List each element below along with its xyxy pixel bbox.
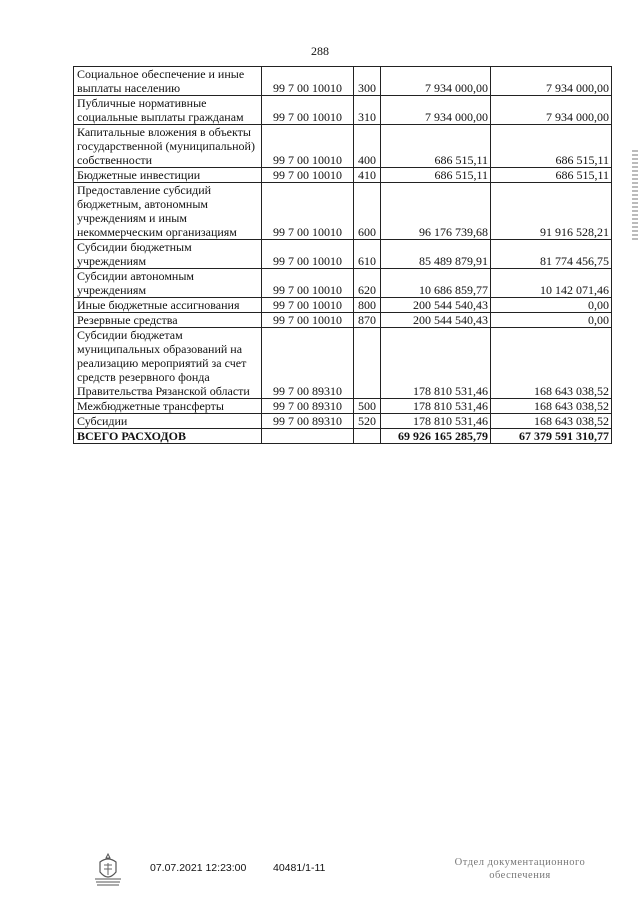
- table-row: [74, 168, 612, 183]
- row-name: Предоставление субсидий бюджетным, автономным учреждениям и иным некоммерческим организациям: [74, 183, 262, 240]
- row-sum-year2: 686 515,11: [491, 125, 612, 168]
- row-expense-type: 500: [354, 399, 381, 414]
- row-sum-year1: 85 489 879,91: [381, 240, 491, 269]
- footer-doc-number: 40481/1-11: [273, 862, 326, 874]
- row-code: 99 7 00 10010: [262, 96, 354, 125]
- row-sum-year1: 178 810 531,46: [381, 399, 491, 414]
- row-name: Публичные нормативные социальные выплаты гражданам: [74, 96, 262, 125]
- row-expense-type: 870: [354, 313, 381, 328]
- row-expense-type: 620: [354, 269, 381, 298]
- table-row: [74, 240, 612, 269]
- row-expense-type: 400: [354, 125, 381, 168]
- row-expense-type: 610: [354, 240, 381, 269]
- row-expense-type: 410: [354, 168, 381, 183]
- total-expense-type: [354, 429, 381, 444]
- row-sum-year1: 200 544 540,43: [381, 313, 491, 328]
- row-name: Субсидии бюджетам муниципальных образований на реализацию мероприятий за счет средств резервного фонда Правительства Рязанской области: [74, 328, 262, 399]
- table-row: [74, 298, 612, 313]
- row-expense-type: 800: [354, 298, 381, 313]
- row-sum-year2: 168 643 038,52: [491, 414, 612, 429]
- row-sum-year2: 10 142 071,46: [491, 269, 612, 298]
- row-sum-year1: 96 176 739,68: [381, 183, 491, 240]
- row-code: 99 7 00 10010: [262, 67, 354, 96]
- table-row: [74, 67, 612, 96]
- row-name: Социальное обеспечение и иные выплаты населению: [74, 67, 262, 96]
- row-sum-year1: 200 544 540,43: [381, 298, 491, 313]
- row-sum-year2: 81 774 456,75: [491, 240, 612, 269]
- row-name: Резервные средства: [74, 313, 262, 328]
- total-row: [74, 429, 612, 444]
- row-expense-type: [354, 328, 381, 399]
- row-expense-type: 300: [354, 67, 381, 96]
- row-name: Бюджетные инвестиции: [74, 168, 262, 183]
- row-expense-type: 600: [354, 183, 381, 240]
- row-code: 99 7 00 10010: [262, 240, 354, 269]
- row-code: 99 7 00 10010: [262, 313, 354, 328]
- row-name: Субсидии бюджетным учреждениям: [74, 240, 262, 269]
- row-sum-year1: 178 810 531,46: [381, 328, 491, 399]
- stamp-line: Отдел документационного: [454, 857, 586, 868]
- row-code: 99 7 00 10010: [262, 298, 354, 313]
- row-sum-year2: 0,00: [491, 298, 612, 313]
- row-expense-type: 310: [354, 96, 381, 125]
- row-sum-year2: 0,00: [491, 313, 612, 328]
- page-number: 288: [311, 44, 329, 58]
- table-row: [74, 125, 612, 168]
- row-code: 99 7 00 10010: [262, 183, 354, 240]
- row-expense-type: 520: [354, 414, 381, 429]
- budget-table: [73, 66, 612, 444]
- row-code: 99 7 00 10010: [262, 269, 354, 298]
- table-row: [74, 414, 612, 429]
- row-name: Субсидии: [74, 414, 262, 429]
- scan-edge-mark: [632, 150, 638, 240]
- row-code: 99 7 00 89310: [262, 399, 354, 414]
- table-row: [74, 183, 612, 240]
- row-code: 99 7 00 10010: [262, 168, 354, 183]
- row-code: 99 7 00 89310: [262, 328, 354, 399]
- row-sum-year1: 686 515,11: [381, 168, 491, 183]
- row-sum-year1: 7 934 000,00: [381, 67, 491, 96]
- total-sum-year2: 67 379 591 310,77: [491, 429, 612, 444]
- table-row: [74, 399, 612, 414]
- row-name: Иные бюджетные ассигнования: [74, 298, 262, 313]
- row-code: 99 7 00 10010: [262, 125, 354, 168]
- row-code: 99 7 00 89310: [262, 414, 354, 429]
- footer-datetime: 07.07.2021 12:23:00: [150, 862, 247, 874]
- table-row: [74, 269, 612, 298]
- total-label: ВСЕГО РАСХОДОВ: [74, 429, 262, 444]
- row-sum-year2: 168 643 038,52: [491, 328, 612, 399]
- row-sum-year1: 10 686 859,77: [381, 269, 491, 298]
- row-sum-year2: 686 515,11: [491, 168, 612, 183]
- department-stamp: [430, 856, 610, 882]
- row-sum-year2: 7 934 000,00: [491, 67, 612, 96]
- coat-of-arms-icon: [91, 852, 125, 888]
- row-sum-year1: 686 515,11: [381, 125, 491, 168]
- row-sum-year1: 7 934 000,00: [381, 96, 491, 125]
- row-sum-year2: 91 916 528,21: [491, 183, 612, 240]
- row-sum-year2: 7 934 000,00: [491, 96, 612, 125]
- total-sum-year1: 69 926 165 285,79: [381, 429, 491, 444]
- row-name: Межбюджетные трансферты: [74, 399, 262, 414]
- table-row: [74, 328, 612, 399]
- stamp-line: обеспечения: [489, 870, 551, 881]
- total-code: [262, 429, 354, 444]
- row-name: Субсидии автономным учреждениям: [74, 269, 262, 298]
- table-row: [74, 96, 612, 125]
- table-row: [74, 313, 612, 328]
- row-sum-year1: 178 810 531,46: [381, 414, 491, 429]
- row-name: Капитальные вложения в объекты государственной (муниципальной) собственности: [74, 125, 262, 168]
- row-sum-year2: 168 643 038,52: [491, 399, 612, 414]
